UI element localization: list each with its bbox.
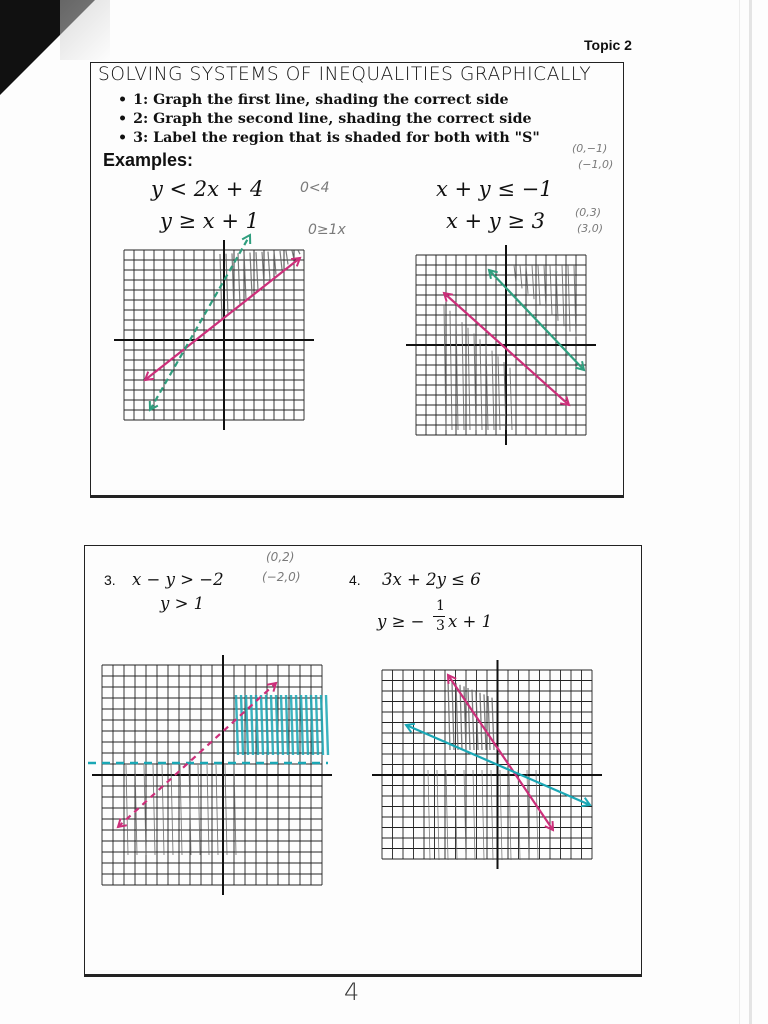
problem3-ineq1: x − y > −2 — [132, 570, 224, 589]
shade-stroke — [261, 695, 263, 755]
shade-stroke — [562, 265, 564, 326]
example1-ineq1: y < 2x + 4 — [151, 177, 264, 201]
shade-stroke — [510, 368, 512, 430]
example2-note-4: (3,0) — [577, 222, 604, 235]
grid — [382, 670, 592, 859]
problem4-graph — [368, 660, 603, 870]
problem3-note-1: (0,2) — [266, 550, 295, 564]
problem4-ineq2-rhs: x + 1 — [448, 612, 493, 631]
example1-note-2: 0≥1x — [308, 222, 346, 238]
scan-bleed — [60, 0, 110, 60]
shade-stroke — [482, 770, 484, 860]
shade-stroke — [236, 695, 238, 755]
problem3-graph — [86, 655, 331, 885]
shade-stroke — [488, 696, 490, 750]
shade-stroke — [281, 695, 283, 755]
problem3-number: 3. — [104, 572, 116, 588]
example1-graph — [110, 230, 320, 440]
shade-stroke — [437, 770, 439, 860]
example2-graph — [404, 245, 610, 445]
shade-stroke — [291, 695, 293, 755]
shade-stroke — [225, 765, 227, 855]
shade-stroke — [301, 695, 303, 755]
step-1: • 1: Graph the first line, shading the correct side — [118, 92, 509, 108]
shade-stroke — [298, 250, 300, 254]
shade-stroke — [126, 765, 128, 855]
green-dashed-line — [150, 235, 250, 410]
shade-stroke — [271, 695, 273, 755]
shade-stroke — [473, 770, 475, 860]
shade-stroke — [153, 765, 155, 855]
teal-shading — [236, 695, 328, 755]
shade-stroke — [286, 695, 288, 755]
examples-heading: Examples: — [103, 150, 194, 170]
problem4-fraction-numerator: 1 — [436, 598, 445, 614]
topic-label: Topic 2 — [584, 37, 632, 53]
shading-upper — [514, 265, 576, 337]
shade-stroke — [321, 695, 323, 755]
shade-stroke — [180, 765, 182, 855]
shade-stroke — [286, 251, 288, 265]
step-2: • 2: Graph the second line, shading the correct side — [118, 111, 532, 127]
shade-stroke — [500, 770, 502, 860]
problem4-number: 4. — [349, 572, 361, 588]
shade-stroke — [246, 695, 248, 755]
shade-stroke — [450, 311, 452, 430]
shade-stroke — [238, 253, 240, 305]
page-number: 4 — [344, 978, 360, 1006]
shade-stroke — [241, 695, 243, 755]
problem4-fraction-denominator: 3 — [436, 618, 445, 634]
shade-stroke — [472, 690, 474, 750]
problem4-ineq1: 3x + 2y ≤ 6 — [382, 570, 481, 589]
example2-note-2: (−1,0) — [578, 158, 614, 171]
pencil-shading — [126, 765, 236, 855]
shade-stroke — [468, 688, 470, 750]
step-3: • 3: Label the region that is shaded for both with "S" — [118, 130, 540, 146]
shade-stroke — [256, 252, 258, 290]
shade-stroke — [326, 695, 328, 755]
shade-stroke — [266, 695, 268, 755]
shade-stroke — [198, 765, 200, 855]
example1-note-1: 0<4 — [300, 180, 330, 196]
arrow-head — [118, 818, 127, 827]
shade-stroke — [509, 770, 511, 860]
shade-stroke — [498, 356, 500, 430]
problem3-note-2: (−2,0) — [262, 570, 301, 584]
pink-line — [145, 258, 300, 380]
shade-stroke — [452, 682, 454, 750]
example2-ineq2: x + y ≥ 3 — [446, 209, 545, 233]
example2-note-1: (0,−1) — [572, 142, 608, 155]
shade-stroke — [207, 765, 209, 855]
shade-stroke — [550, 265, 552, 315]
scan-edge — [749, 0, 752, 1024]
worksheet-title: SOLVING SYSTEMS OF INEQUALITIES GRAPHICALLY — [98, 64, 592, 85]
example2-note-3: (0,3) — [575, 206, 602, 219]
shade-stroke — [446, 770, 448, 860]
shade-stroke — [250, 253, 252, 296]
example1-ineq2: y ≥ x + 1 — [160, 209, 259, 233]
shade-stroke — [428, 770, 430, 860]
shade-stroke — [216, 765, 218, 855]
scan-edge-2 — [739, 0, 740, 1024]
shade-stroke — [296, 695, 298, 755]
shade-stroke — [226, 254, 228, 316]
shade-stroke — [162, 765, 164, 855]
shade-stroke — [456, 683, 458, 750]
shade-stroke — [491, 770, 493, 860]
shade-stroke — [536, 770, 538, 860]
shade-stroke — [316, 695, 318, 755]
fraction-bar — [433, 616, 445, 617]
shade-stroke — [171, 765, 173, 855]
problem4-ineq2-lhs: y ≥ − — [377, 612, 425, 631]
shade-stroke — [532, 265, 534, 299]
shade-stroke — [306, 695, 308, 755]
problem3-ineq2: y > 1 — [160, 594, 205, 613]
shade-stroke — [448, 680, 450, 750]
shade-stroke — [268, 252, 270, 280]
shade-stroke — [492, 351, 494, 430]
shade-stroke — [462, 322, 464, 430]
example2-ineq1: x + y ≤ −1 — [436, 177, 553, 201]
